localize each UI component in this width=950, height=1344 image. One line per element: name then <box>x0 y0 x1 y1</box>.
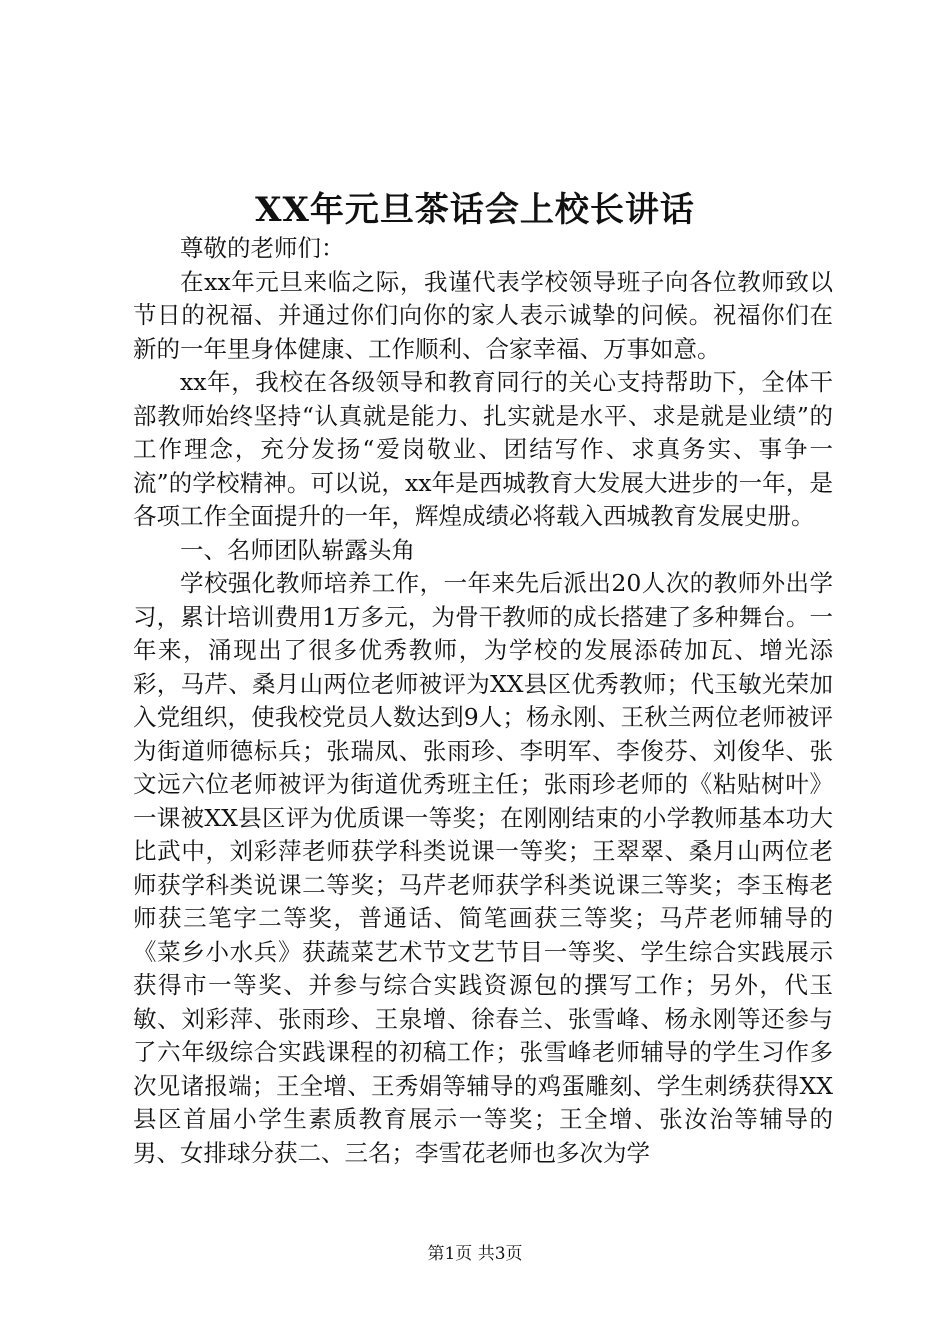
document-body <box>133 232 833 1170</box>
document-title: XX年元旦茶话会上校长讲话 <box>255 190 695 230</box>
section-heading: 一、名师团队崭露头角 <box>180 535 415 564</box>
greeting-paragraph: 在xx年元旦来临之际，我谨代表学校领导班子向各位教师致以节日的祝福、并通过你们向你的家人表示诚挚的问候。祝福你们在新的一年里身体健康、工作顺利、合家幸福、万事如意。 <box>133 267 833 363</box>
achievements-paragraph: 学校强化教师培养工作，一年来先后派出20人次的教师外出学习，累计培训费用1万多元，为骨干教师的成长搭建了多种舞台。一年来，涌现出了很多优秀教师，为学校的发展添砖加瓦、增光添彩，马芹、桑月山两位老师被评为XX县区优秀教师；代玉敏光荣加入党组织，使我校党员人数达到9人；杨永刚、王秋兰两位老师被评为街道师德标兵；张瑞凤、张雨珍、李明军、李俊芬、刘俊华、张文远六位老师被评为街道优秀班主任；张雨珍老师的《粘贴树叶》一课被XX县区评为优质课一等奖；在刚刚结束的小学教师基本功大比武中，刘彩萍老师获学科类说课一等奖；王翠翠、桑月山两位老师获学科类说课二等奖；马芹老师获学科类说课三等奖；李玉梅老师获三笔字二等奖，普通话、简笔画获三等奖；马芹老师辅导的《菜乡小水兵》获蔬菜艺术节文艺节目一等奖、学生综合实践展示获得市一等奖、并参与综合实践资源包的撰写工作；另外，代玉敏、刘彩萍、张雨珍、王泉增、徐春兰、张雪峰、杨永刚等还参与了六年级综合实践课程的初稿工作；张雪峰老师辅导的学生习作多次见诸报端；王全增、王秀娟等辅导的鸡蛋雕刻、学生刺绣获得XX县区首届小学生素质教育展示一等奖；王全增、张汝治等辅导的男、女排球分获二、三名；李雪花老师也多次为学 <box>133 569 833 1167</box>
page-footer: 第1页 共3页 <box>427 1244 523 1264</box>
salutation-paragraph: 尊敬的老师们： <box>180 234 345 262</box>
review-paragraph: xx年，我校在各级领导和教育同行的关心支持帮助下，全体干部教师始终坚持“认真就是能力、扎实就是水平、求是就是业绩”的工作理念，充分发扬“爱岗敬业、团结写作、求真务实、事争一流”的学校精神。可以说，xx年是西城教育大发展大进步的一年，是各项工作全面提升的一年，辉煌成绩必将载入西城教育发展史册。 <box>133 368 833 530</box>
